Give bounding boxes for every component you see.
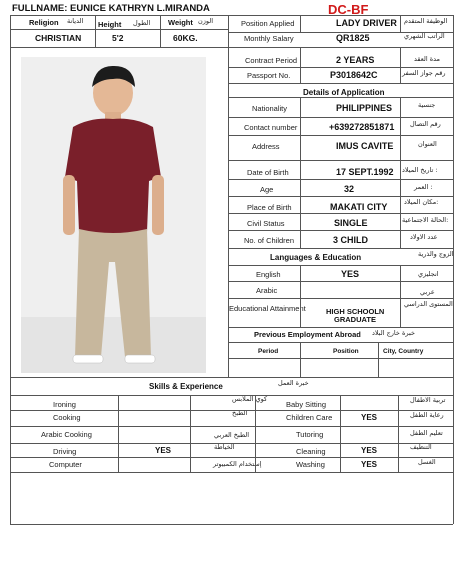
skills-heading: Skills & Experience: [149, 382, 223, 391]
skill-cooking-ar: الطبخ: [232, 409, 248, 417]
form-code: DC-BF: [328, 2, 369, 17]
skill-washing-label: Washing: [296, 460, 325, 469]
details-heading: Details of Application: [303, 88, 385, 97]
skill-tutoring-label: Tutoring: [296, 430, 324, 439]
skill-children-care-ar: رعاية الطفل: [410, 411, 444, 419]
civil-status-value: SINGLE: [334, 218, 368, 228]
contact-label: Contact number: [244, 123, 298, 132]
employment-col-city: City, Country: [383, 348, 424, 355]
passport-value: P3018642C: [330, 70, 378, 80]
skill-driving-ar: الخياطة: [214, 443, 235, 451]
contact-label-ar: رقم التصال: [410, 120, 441, 128]
skill-baby-sitting-ar: تربية الاطفال: [410, 396, 446, 404]
children-label-ar: عدد الاولاد: [410, 233, 438, 241]
skills-heading-ar: خبرة العمل: [278, 379, 309, 387]
nationality-value: PHILIPPINES: [336, 103, 393, 113]
contract-label: Contract Period: [245, 56, 298, 65]
height-label: Height: [98, 20, 122, 29]
skill-driving-label: Driving: [53, 447, 77, 456]
education-label-ar: المستوى الدراسي: [404, 300, 453, 308]
skill-computer-ar: إستخدام الكمبيوتر: [213, 460, 262, 468]
skill-tutoring-ar: تعليم الطفل: [410, 429, 443, 437]
skill-children-care-value: YES: [361, 413, 378, 422]
height-value: 5'2: [112, 33, 124, 43]
nationality-label: Nationality: [252, 104, 288, 113]
religion-label: Religion: [29, 18, 59, 27]
nationality-label-ar: جنسية: [418, 101, 436, 109]
english-label: English: [256, 270, 281, 279]
arabic-label-ar: عربي: [420, 288, 435, 296]
passport-label: Passport No.: [247, 71, 291, 80]
skill-cooking-label: Cooking: [53, 413, 81, 422]
arabic-label: Arabic: [256, 286, 278, 295]
employment-heading: Previous Employment Abroad: [254, 330, 361, 339]
skill-ironing-label: Ironing: [53, 400, 76, 409]
contract-value: 2 YEARS: [336, 55, 375, 65]
dob-value: 17 SEPT.1992: [336, 167, 394, 177]
skill-cleaning-ar: التنظيف: [410, 443, 432, 451]
age-value: 32: [344, 184, 355, 194]
applicant-photo: [21, 57, 206, 373]
position-label: Position Applied: [241, 19, 295, 28]
education-label: Educational Attainment: [229, 304, 306, 313]
civil-status-label-ar: الحالة الاجتماعية:: [402, 216, 449, 224]
employment-col-period: Period: [258, 348, 279, 355]
pob-label-ar: مكان الميلاد:: [404, 198, 439, 206]
english-value: YES: [341, 269, 360, 279]
languages-heading: Languages & Education: [270, 253, 362, 262]
english-label-ar: انجليزي: [418, 270, 439, 278]
address-label-ar: العنوان: [418, 140, 437, 148]
pob-label: Place of Birth: [247, 203, 292, 212]
religion-label-ar: الديانة: [67, 17, 84, 25]
salary-label: Monthly Salary: [244, 34, 294, 43]
skill-washing-ar: الغسل: [418, 458, 436, 466]
skill-arabic-cooking-ar: الطبخ العربي: [214, 431, 250, 439]
skill-computer-label: Computer: [49, 460, 82, 469]
address-label: Address: [252, 142, 280, 151]
address-value: IMUS CAVITE: [336, 141, 394, 151]
age-label-ar: العمر :: [414, 183, 433, 191]
person-illustration: [21, 57, 206, 373]
position-value: LADY DRIVER: [336, 18, 397, 28]
skill-cleaning-value: YES: [361, 446, 378, 455]
skill-baby-sitting-label: Baby Sitting: [286, 400, 327, 409]
skill-arabic-cooking-label: Arabic Cooking: [41, 430, 92, 439]
education-value-line1: HIGH SCHOOLN: [326, 307, 385, 316]
position-label-ar: الوظيفة المتقدم: [404, 17, 448, 25]
skill-washing-value: YES: [361, 460, 378, 469]
skill-driving-value: YES: [155, 446, 172, 455]
religion-value: CHRISTIAN: [35, 33, 82, 43]
weight-label-ar: الوزن: [198, 17, 214, 25]
skill-ironing-ar: كوي الملابس: [232, 395, 268, 403]
education-value-line2: GRADUATE: [334, 315, 376, 324]
passport-label-ar: رقم جواز السفر: [402, 69, 446, 77]
weight-value: 60KG.: [173, 33, 198, 43]
contact-value: +639272851871: [329, 122, 395, 132]
skill-cleaning-label: Cleaning: [296, 447, 326, 456]
salary-label-ar: الراتب الشهري: [404, 32, 445, 40]
skill-children-care-label: Children Care: [286, 413, 333, 422]
fullname: FULLNAME: EUNICE KATHRYN L.MIRANDA: [12, 3, 210, 14]
dob-label-ar: تاريخ الميلاد :: [402, 166, 438, 174]
employment-col-position: Position: [333, 348, 359, 355]
children-value: 3 CHILD: [333, 235, 369, 245]
civil-status-label: Civil Status: [247, 219, 285, 228]
weight-label: Weight: [168, 18, 193, 27]
employment-heading-ar: خبرة خارج البلاد: [372, 329, 415, 337]
pob-value: MAKATI CITY: [330, 202, 388, 212]
age-label: Age: [260, 185, 274, 194]
dob-label: Date of Birth: [247, 168, 289, 177]
contract-label-ar: مدة العقد: [414, 55, 440, 63]
height-label-ar: الطول: [133, 19, 151, 27]
salary-value: QR1825: [336, 33, 370, 43]
spouse-children-label-ar: الزوج والذرية: [418, 250, 454, 258]
children-label: No. of Children: [244, 236, 295, 245]
